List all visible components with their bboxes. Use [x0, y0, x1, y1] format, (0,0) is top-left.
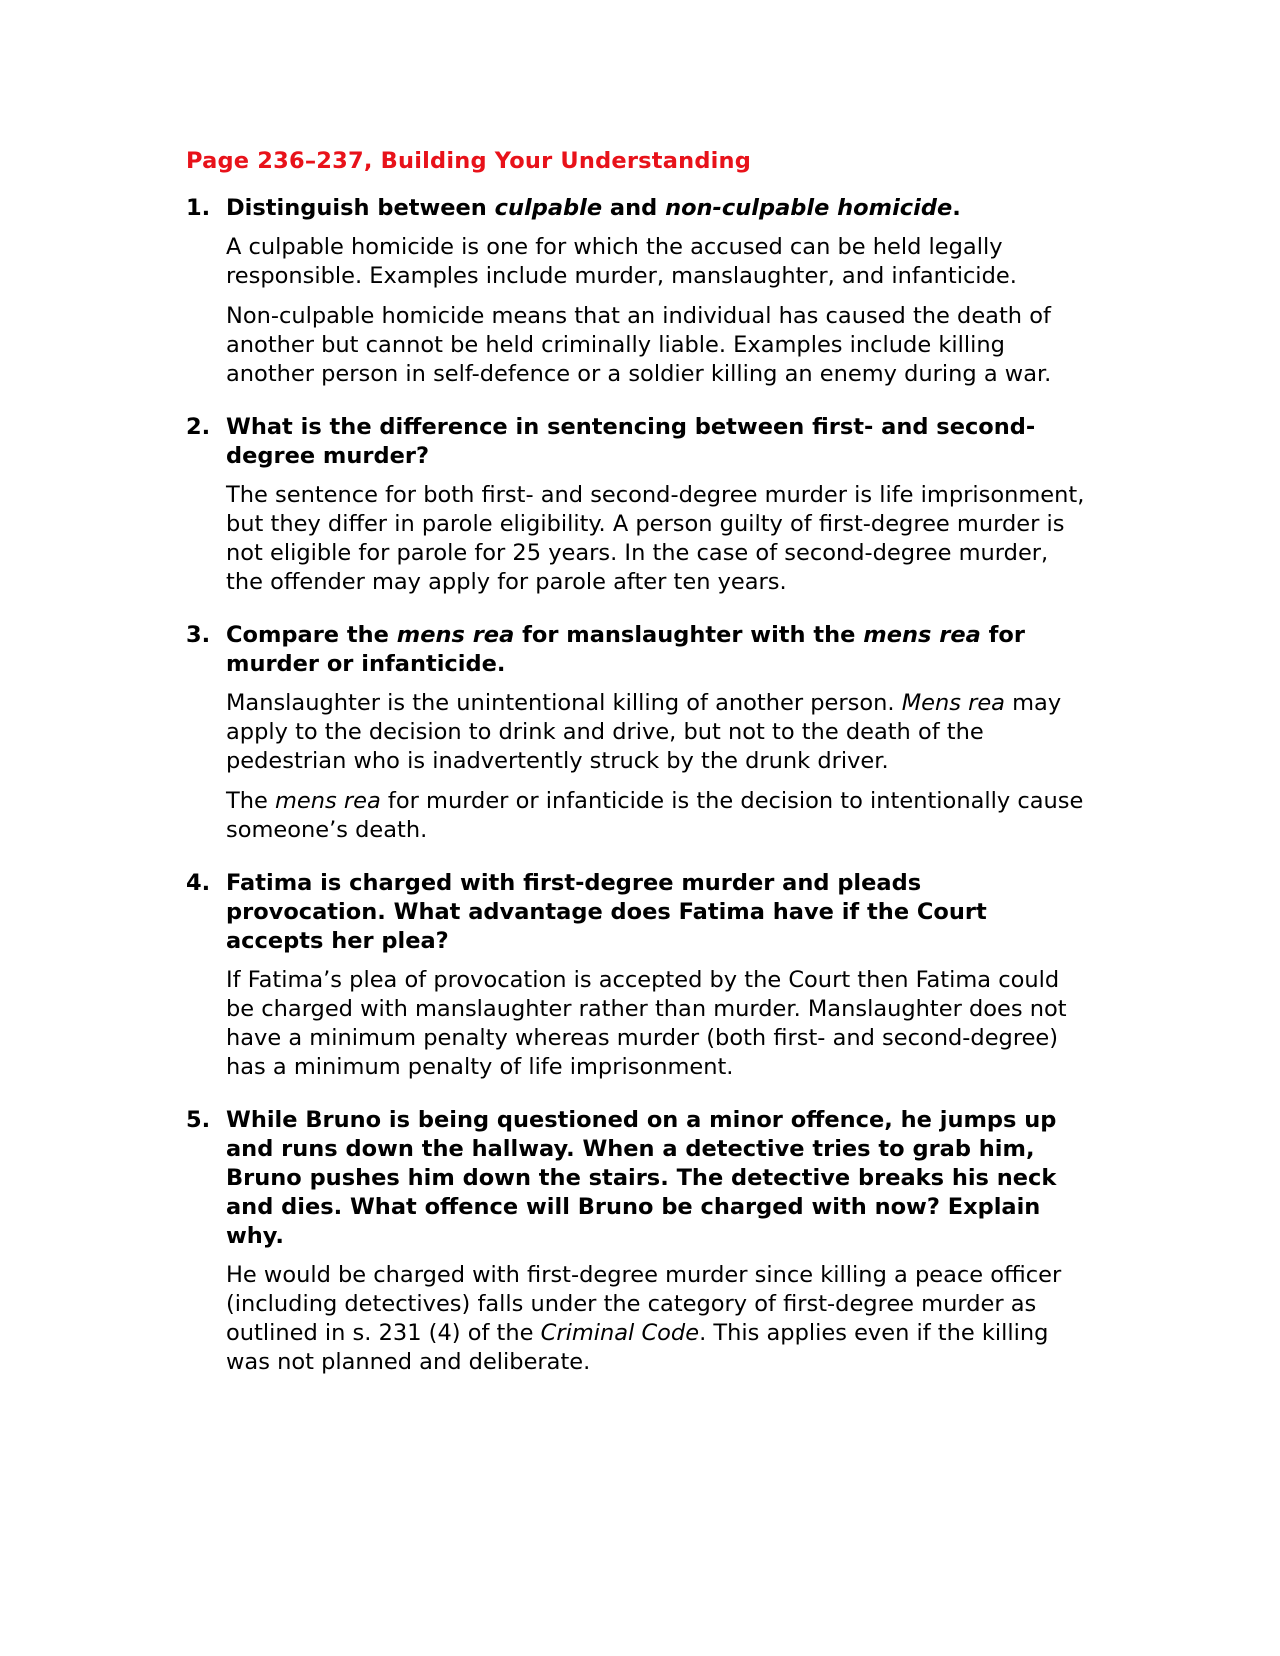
question-number: 1.	[186, 195, 211, 221]
question-text: Compare the mens rea for manslaughter with the mens rea for murder or infanticide.	[226, 622, 1025, 677]
question-number: 5.	[186, 1107, 211, 1133]
answer-paragraph: A culpable homicide is one for which the accused can be held legally responsible. Examples include murder, manslaughter, and infanticide.	[226, 234, 1017, 289]
question-number: 2.	[186, 414, 211, 440]
question-text: Fatima is charged with first-degree murder and pleads provocation. What advantage does Fatima have if the Court accepts her plea?	[226, 870, 987, 954]
question-5	[186, 1106, 1086, 1377]
question-1	[186, 194, 1086, 389]
page-heading: Page 236–237, Building Your Understanding	[186, 148, 752, 174]
question-4	[186, 869, 1086, 1082]
question-text: What is the difference in sentencing between first- and second-degree murder?	[226, 414, 1036, 469]
question-2	[186, 413, 1086, 597]
question-text: Distinguish between culpable and non-culpable homicide.	[226, 195, 961, 221]
question-text: While Bruno is being questioned on a minor offence, he jumps up and runs down the hallway. When a detective tries to grab him, Bruno pushes him down the stairs. The detective breaks his neck and dies. What offence will Bruno be charged with now? Explain why.	[226, 1107, 1057, 1249]
answer-paragraph: Non-culpable homicide means that an individual has caused the death of another but cannot be held criminally liable. Examples include killing another person in self-defence or a soldier killing an enemy during a war.	[226, 303, 1052, 387]
document-page	[186, 146, 1086, 1401]
answer-paragraph: Manslaughter is the unintentional killing of another person. Mens rea may apply to the decision to drink and drive, but not to the death of the pedestrian who is inadvertently struck by the drunk driver.	[226, 690, 1062, 774]
answer-paragraph: The sentence for both first- and second-degree murder is life imprisonment, but they differ in parole eligibility. A person guilty of first-degree murder is not eligible for parole for 25 years. In the case of second-degree murder, the offender may apply for parole after ten years.	[226, 482, 1085, 595]
answer-paragraph: He would be charged with first-degree murder since killing a peace officer (including detectives) falls under the category of first-degree murder as outlined in s. 231 (4) of the Criminal Code. This applies even if the killing was not planned and deliberate.	[226, 1262, 1062, 1375]
question-3	[186, 621, 1086, 845]
question-number: 4.	[186, 870, 211, 896]
answer-paragraph: The mens rea for murder or infanticide is the decision to intentionally cause someone’s death.	[226, 788, 1084, 843]
question-number: 3.	[186, 622, 211, 648]
answer-paragraph: If Fatima’s plea of provocation is accepted by the Court then Fatima could be charged with manslaughter rather than murder. Manslaughter does not have a minimum penalty whereas murder (both first- and second-degree) has a minimum penalty of life imprisonment.	[226, 967, 1067, 1080]
